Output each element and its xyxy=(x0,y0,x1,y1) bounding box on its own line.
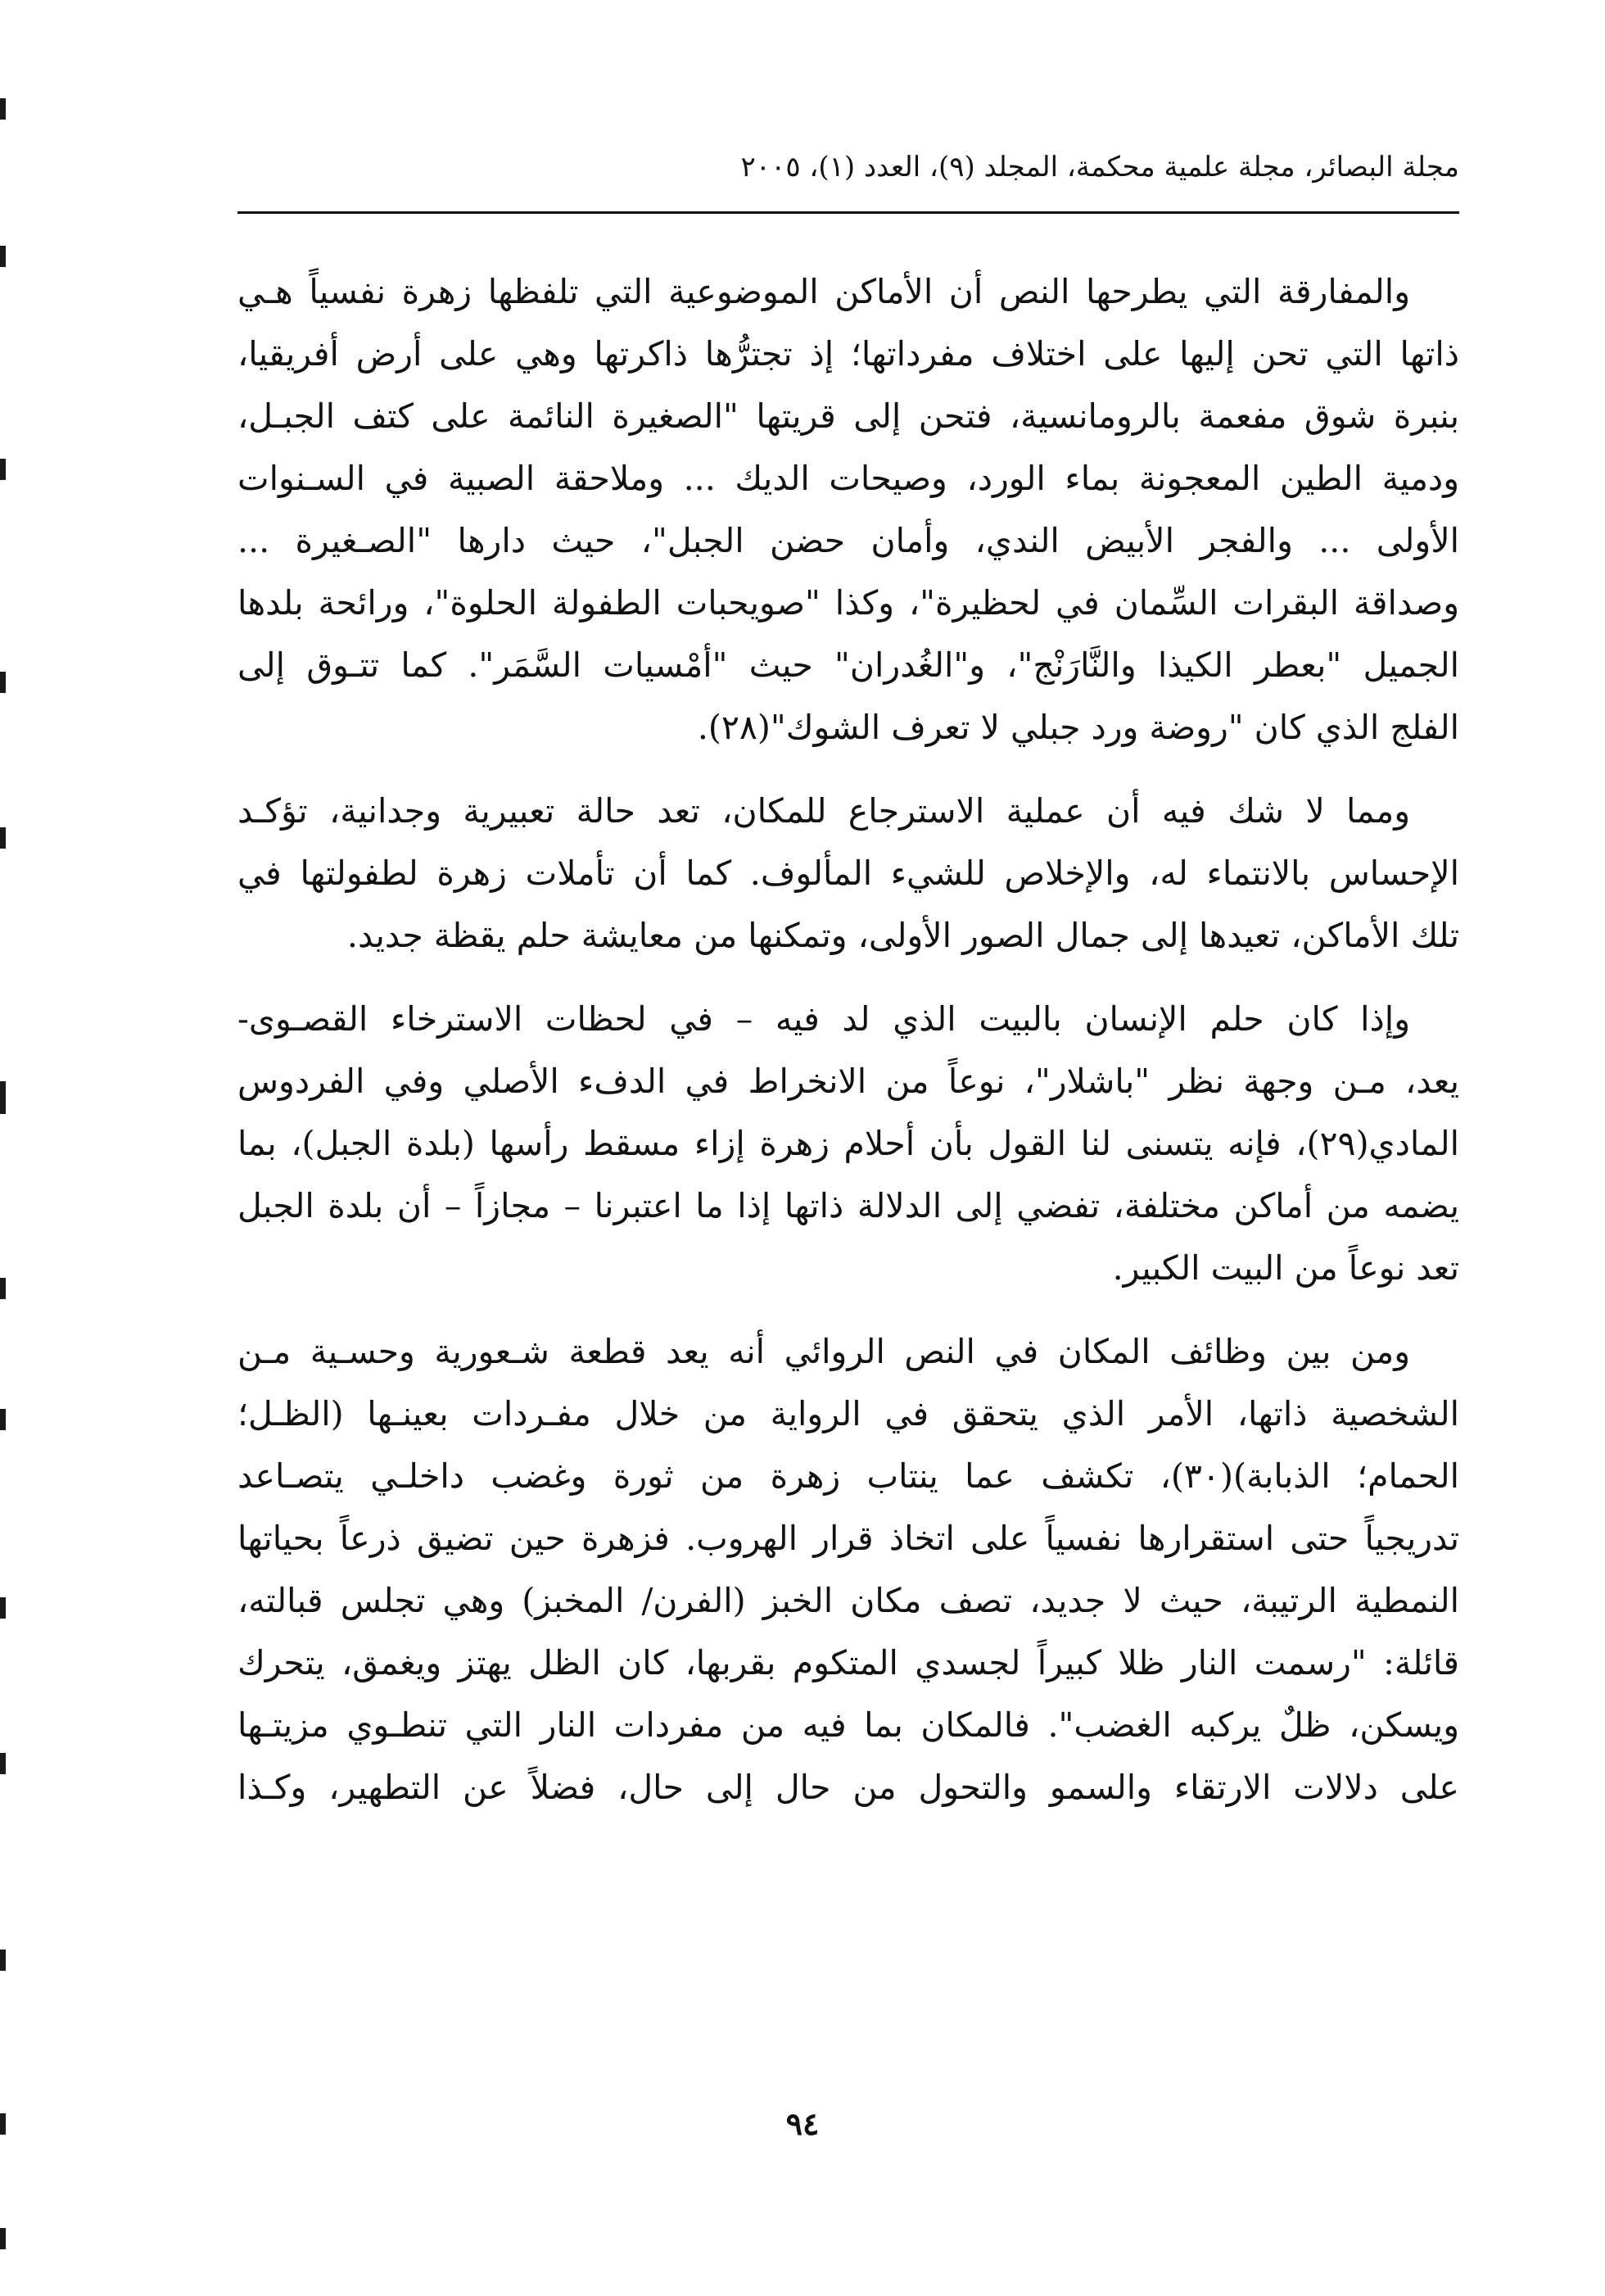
scan-edge-mark xyxy=(0,1753,6,1774)
scan-edge-mark xyxy=(0,459,6,480)
text-line: الإحساس بالانتماء له، والإخلاص للشيء المألوف. كما أن تأملات زهرة لطفولتها في xyxy=(237,854,1459,893)
scan-edge-mark xyxy=(0,2113,6,2135)
paragraph xyxy=(237,780,1459,967)
text-line: بنبرة شوق مفعمة بالرومانسية، فتحن إلى قريتها "الصغيرة النائمة على كتف الجبـل، xyxy=(237,396,1459,436)
text-line: المادي(٢٩)، فإنه يتسنى لنا القول بأن أحلام زهرة إزاء مسقط رأسها (بلدة الجبل)، بما xyxy=(237,1124,1459,1163)
text-line: ودمية الطين المعجونة بماء الورد، وصيحات الديك ... وملاحقة الصبية في السـنوات xyxy=(237,459,1459,498)
text-line: على دلالات الارتقاء والسمو والتحول من حال إلى حال، فضلاً عن التطهير، وكـذا xyxy=(237,1768,1459,1807)
text-line: تعد نوعاً من البيت الكبير. xyxy=(1112,1248,1459,1288)
scan-edge-mark xyxy=(0,1950,6,1971)
text-line: وصداقة البقرات السِّمان في لحظيرة"، وكذا "صويحبات الطفولة الحلوة"، ورائحة بلدها xyxy=(237,583,1459,623)
text-line: تدريجياً حتى استقرارها نفسياً على اتخاذ قرار الهروب. فزهرة حين تضيق ذرعاً بحياتها xyxy=(237,1519,1459,1558)
scan-edge-mark xyxy=(0,2228,6,2249)
header-rule xyxy=(237,211,1459,214)
scan-edge-mark xyxy=(0,672,6,693)
text-line: تلك الأماكن، تعيدها إلى جمال الصور الأولى، وتمكنها من معايشة حلم يقظة جديد. xyxy=(346,916,1459,955)
scan-edge-mark xyxy=(0,1081,6,1114)
scan-edge-mark xyxy=(0,1409,6,1430)
text-line: قائلة: "رسمت النار ظلا كبيراً لجسدي المتكوم بقربها، كان الظل يهتز ويغمق، يتحرك xyxy=(237,1643,1459,1682)
text-line: النمطية الرتيبة، حيث لا جديد، تصف مكان الخبز (الفرن/ المخبز) وهي تجلس قبالته، xyxy=(237,1581,1459,1620)
text-line: ويسكن، ظلٌ يركبه الغضب". فالمكان بما فيه من مفردات النار التي تنطـوي مزيتـها xyxy=(237,1705,1459,1745)
text-line: الفلج الذي كان "روضة ورد جبلي لا تعرف الشوك"(٢٨). xyxy=(697,708,1459,747)
page-number: ٩٤ xyxy=(785,2105,820,2142)
text-line: يعد، مـن وجهة نظر "باشلار"، نوعاً من الانخراط في الدفء الأصلي وفي الفردوس xyxy=(237,1062,1459,1101)
scan-edge-mark xyxy=(0,246,6,267)
scan-edge-mark xyxy=(0,98,6,120)
text-line: يضمه من أماكن مختلفة، تفضي إلى الدلالة ذاتها إذا ما اعتبرنا – مجازاً – أن بلدة الجبل xyxy=(237,1186,1459,1225)
scan-edge-mark xyxy=(0,1278,6,1299)
text-line: ومن بين وظائف المكان في النص الروائي أنه يعد قطعة شـعورية وحسـية مـن xyxy=(237,1332,1410,1371)
running-header: مجلة البصائر، مجلة علمية محكمة، المجلد (٩)، العدد (١)، ٢٠٠٥ xyxy=(740,151,1459,183)
scan-edge-mark xyxy=(0,827,6,849)
paragraph xyxy=(237,1320,1459,1818)
paragraph xyxy=(237,988,1459,1299)
article-body xyxy=(237,260,1459,1840)
text-line: الشخصية ذاتها، الأمر الذي يتحقق في الرواية من خلال مفـردات بعينـها (الظـل؛ xyxy=(237,1394,1459,1433)
text-line: ذاتها التي تحن إليها على اختلاف مفرداتها؛ إذ تجترُّها ذاكرتها وهي على أرض أفريقيا، xyxy=(237,334,1459,374)
text-line: الجميل "بعطر الكيذا والنَّارَنْج"، و"الغُدران" حيث "أمْسيات السَّمَر". كما تتـوق إلى xyxy=(237,645,1459,685)
text-line: الحمام؛ الذبابة)(٣٠)، تكشف عما ينتاب زهرة من ثورة وغضب داخلـي يتصـاعد xyxy=(237,1456,1459,1496)
text-line: الأولى ... والفجر الأبيض الندي، وأمان حضن الجبل"، حيث دارها "الصـغيرة ... xyxy=(237,521,1459,560)
text-line: وإذا كان حلم الإنسان بالبيت الذي لد فيه – في لحظات الاسترخاء القصـوى- xyxy=(237,999,1410,1039)
text-line: ومما لا شك فيه أن عملية الاسترجاع للمكان، تعد حالة تعبيرية وجدانية، تؤكـد xyxy=(237,791,1410,831)
scan-edge-mark xyxy=(0,1597,6,1619)
paragraph xyxy=(237,260,1459,759)
text-line: والمفارقة التي يطرحها النص أن الأماكن الموضوعية التي تلفظها زهرة نفسياً هـي xyxy=(237,272,1410,311)
